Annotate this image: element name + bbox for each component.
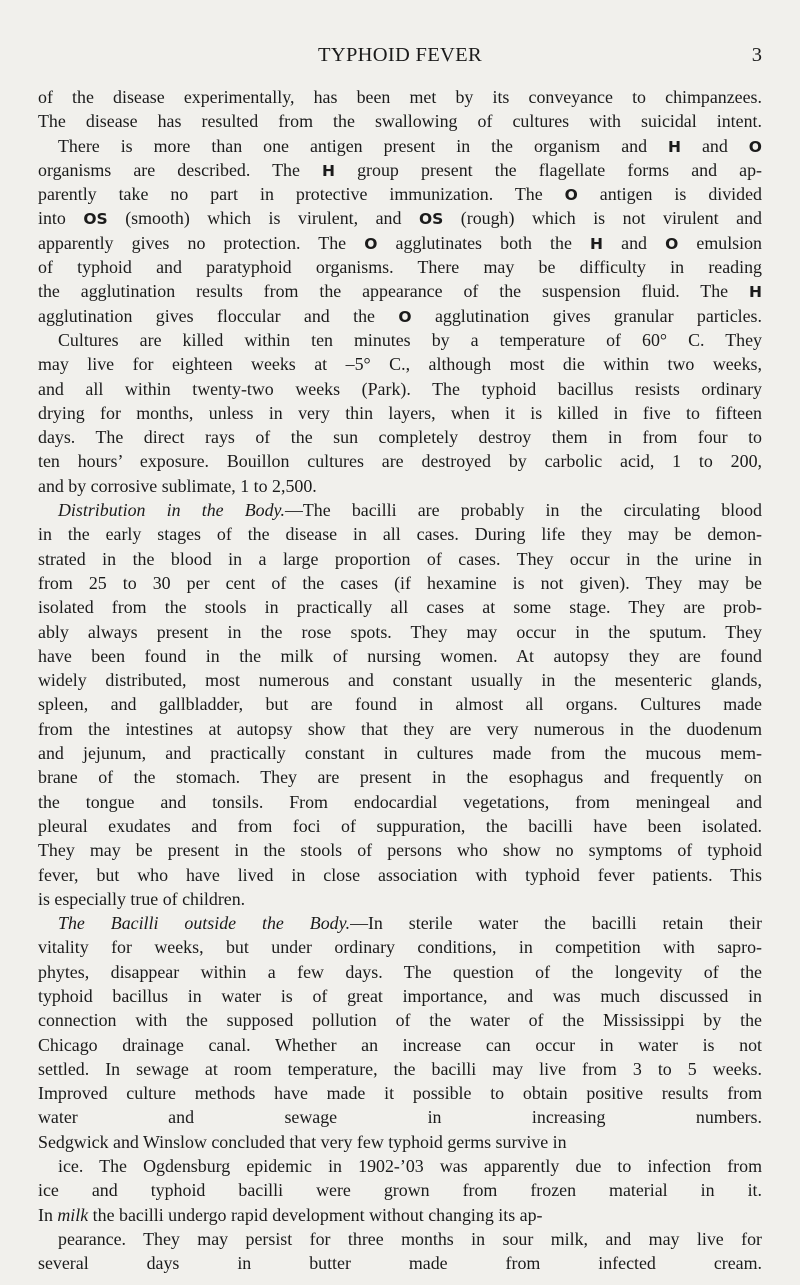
text-line: [38, 1008, 762, 1032]
text-line: [38, 498, 762, 522]
text-line: [38, 182, 762, 206]
text-line: [38, 449, 762, 473]
text-line: [38, 571, 762, 595]
text-line: [38, 790, 762, 814]
text-run: water and sewage in increasing numbers.: [38, 1107, 762, 1128]
text-line: [38, 887, 762, 911]
page-number: 3: [751, 44, 762, 66]
text-line: [38, 1203, 762, 1227]
text-line: [38, 960, 762, 984]
text-run: the bacilli undergo rapid development without changing its ap-: [88, 1204, 543, 1225]
text-run: —The bacilli are probably in the circulating blood: [284, 500, 762, 521]
text-line: [38, 377, 762, 401]
text-line: [38, 255, 762, 279]
text-run: have been found in the milk of nursing women. At autopsy they are found: [38, 645, 762, 666]
running-head: [38, 44, 762, 70]
text-line: [38, 134, 762, 158]
text-run: ice. The Ogdensburg epidemic in 1902-’03 was apparently due to infection from: [58, 1156, 762, 1177]
text-line: [38, 1251, 762, 1275]
text-run: into: [38, 208, 84, 229]
antigen-label: O: [748, 137, 762, 156]
text-run: in the early stages of the disease in all cases. During life they may be demon-: [38, 524, 762, 545]
text-run: and: [603, 232, 666, 253]
text-line: [38, 935, 762, 959]
italic-text-run: Distribution in the Body.: [58, 500, 285, 521]
antigen-label: OS: [83, 210, 108, 229]
text-run: and jejunum, and practically constant in cultures made from the mucous mem-: [38, 743, 762, 764]
text-run: emulsion: [678, 232, 762, 253]
text-run: ten hours’ exposure. Bouillon cultures are destroyed by carbolic acid, 1 to 200,: [38, 451, 762, 472]
text-run: phytes, disappear within a few days. The question of the longevity of the: [38, 961, 762, 982]
text-run: —In sterile water the bacilli retain their: [350, 913, 762, 934]
text-run: of the disease experimentally, has been met by its conveyance to chimpanzees.: [38, 87, 762, 107]
text-run: Cultures are killed within ten minutes by a temperature of 60° C. They: [58, 329, 762, 350]
text-line: [38, 717, 762, 741]
text-line: [38, 206, 762, 230]
text-line: [38, 158, 762, 182]
text-run: They may be present in the stools of persons who show no symptoms of typhoid: [38, 840, 762, 861]
antigen-label: O: [364, 234, 378, 253]
text-run: pearance. They may persist for three months in sour milk, and may live for: [58, 1228, 762, 1249]
text-line: [38, 474, 762, 498]
text-line: [38, 765, 762, 789]
text-run: isolated from the stools in practically all cases at some stage. They are prob-: [38, 597, 762, 618]
text-run: days. The direct rays of the sun completely destroy them in from four to: [38, 427, 762, 448]
text-run: antigen is divided: [577, 184, 762, 205]
text-line: [38, 1178, 762, 1202]
text-line: [38, 838, 762, 862]
text-line: [38, 984, 762, 1008]
text-run: apparently gives no protection. The: [38, 232, 365, 253]
text-run: widely distributed, most numerous and constant usually in the mesenteric glands,: [38, 670, 762, 691]
text-run: Chicago drainage canal. Whether an increase can occur in water is not: [38, 1034, 762, 1055]
text-run: ably always present in the rose spots. They may occur in the sputum. They: [38, 621, 762, 642]
text-run: of typhoid and paratyphoid organisms. There may be difficulty in reading: [38, 257, 762, 278]
text-line: [38, 863, 762, 887]
text-run: Improved culture methods have made it possible to obtain positive results from: [38, 1083, 762, 1104]
text-line: [38, 425, 762, 449]
text-line: [38, 692, 762, 716]
antigen-label: O: [398, 307, 412, 326]
text-run: drying for months, unless in very thin layers, when it is killed in five to fifteen: [38, 402, 762, 423]
text-run: several days in butter made from infected cream.: [38, 1253, 762, 1274]
text-run: organisms are described. The: [38, 159, 323, 180]
text-run: the tongue and tonsils. From endocardial vegetations, from meningeal and: [38, 791, 762, 812]
antigen-label: H: [322, 161, 335, 180]
running-title: TYPHOID FEVER: [318, 44, 482, 66]
text-line: [38, 741, 762, 765]
text-run: vitality for weeks, but under ordinary conditions, in competition with sapro-: [38, 937, 762, 958]
text-line: [38, 547, 762, 571]
text-run: typhoid bacillus in water is of great importance, and was much discussed in: [38, 985, 762, 1006]
text-run: In: [38, 1204, 58, 1225]
text-run: from 25 to 30 per cent of the cases (if hexamine is not given). They may be: [38, 572, 762, 593]
text-line: [38, 328, 762, 352]
text-run: There is more than one antigen present in the organism and: [58, 135, 669, 156]
text-line: [38, 522, 762, 546]
text-run: The disease has resulted from the swallowing of cultures with suicidal intent.: [38, 111, 762, 132]
text-line: [38, 814, 762, 838]
antigen-label: H: [590, 234, 604, 253]
antigen-label: H: [668, 137, 681, 156]
text-line: [38, 668, 762, 692]
italic-text-run: milk: [57, 1204, 89, 1225]
text-line: [38, 1033, 762, 1057]
text-run: group present the flagellate forms and ap-: [335, 159, 762, 180]
text-run: may live for eighteen weeks at –5° C., although most die within two weeks,: [38, 354, 762, 375]
text-run: brane of the stomach. They are present in the esophagus and frequently on: [38, 767, 762, 788]
body-text: [38, 85, 762, 1276]
text-line: [38, 109, 762, 133]
text-run: settled. In sewage at room temperature, the bacilli may live from 3 to 5 weeks.: [38, 1058, 762, 1079]
text-run: (rough) which is not virulent and: [443, 208, 762, 229]
text-run: from the intestines at autopsy show that they are very numerous in the duodenum: [38, 718, 762, 739]
text-line: [38, 911, 762, 935]
text-run: parently take no part in protective immunization. The: [38, 184, 565, 205]
text-run: (smooth) which is virulent, and: [107, 208, 419, 229]
text-line: [38, 595, 762, 619]
text-line: [38, 279, 762, 303]
text-line: [38, 1105, 762, 1129]
text-run: pleural exudates and from foci of suppuration, the bacilli have been isolated.: [38, 815, 762, 836]
text-run: is especially true of children.: [38, 888, 246, 909]
text-line: [38, 1227, 762, 1251]
text-line: [38, 1081, 762, 1105]
text-run: and all within twenty-two weeks (Park). The typhoid bacillus resists ordinary: [38, 378, 762, 399]
antigen-label: OS: [418, 210, 444, 229]
text-run: ice and typhoid bacilli were grown from frozen material in it.: [38, 1180, 762, 1201]
text-line: [38, 620, 762, 644]
text-run: fever, but who have lived in close association with typhoid fever patients. This: [38, 864, 762, 885]
text-run: spleen, and gallbladder, but are found in almost all organs. Cultures made: [38, 694, 762, 715]
text-line: [38, 644, 762, 668]
text-run: and by corrosive sublimate, 1 to 2,500.: [38, 475, 317, 496]
text-run: agglutination gives floccular and the: [38, 305, 399, 326]
text-run: agglutination gives granular particles.: [411, 305, 762, 326]
text-run: and: [681, 135, 749, 156]
antigen-label: H: [749, 283, 762, 302]
text-line: [38, 401, 762, 425]
text-run: agglutinates both the: [377, 232, 591, 253]
text-line: [38, 352, 762, 376]
text-line: [38, 304, 762, 328]
text-line: [38, 231, 762, 255]
italic-text-run: The Bacilli outside the Body.: [58, 913, 351, 934]
text-line: [38, 1154, 762, 1178]
text-line: [38, 1057, 762, 1081]
text-run: strated in the blood in a large proportion of cases. They occur in the urine in: [38, 548, 762, 569]
text-run: Sedgwick and Winslow concluded that very few typhoid germs survive in: [38, 1131, 567, 1152]
text-run: the agglutination results from the appearance of the suspension fluid. The: [38, 281, 750, 302]
text-line: [38, 1130, 762, 1154]
text-run: connection with the supposed pollution of the water of the Mississippi by the: [38, 1010, 762, 1031]
antigen-label: O: [665, 234, 679, 253]
antigen-label: O: [564, 186, 578, 205]
text-line: [38, 85, 762, 109]
